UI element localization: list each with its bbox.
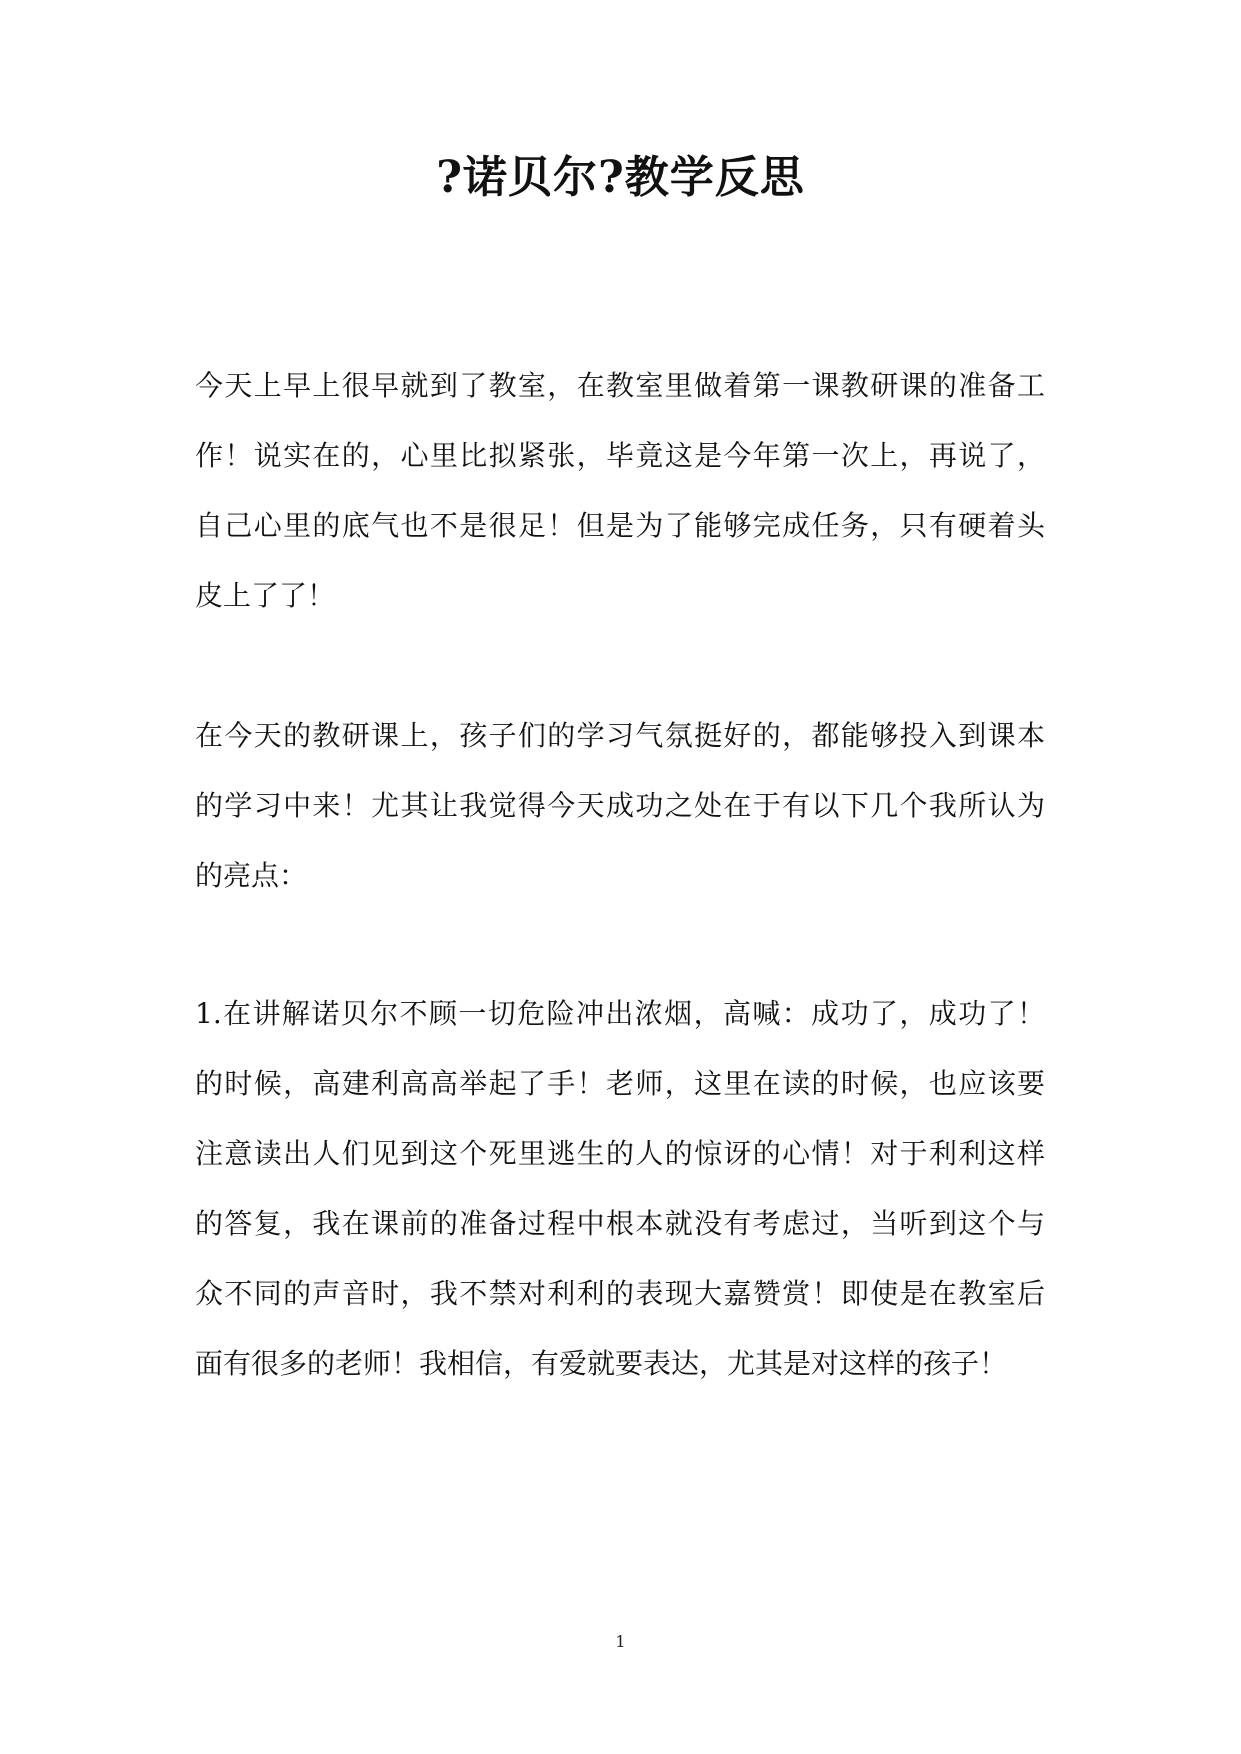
paragraph-line: 面有很多的老师！我相信，有爱就要表达，尤其是对这样的孩子！ (195, 1347, 1008, 1380)
paragraph-line: 的学习中来！尤其让我觉得今天成功之处在于有以下几个我所认为 (195, 789, 1045, 822)
paragraph-line: 的亮点： (195, 859, 308, 892)
paragraph-line: 在今天的教研课上，孩子们的学习气氛挺好的，都能够投入到课本 (195, 719, 1045, 752)
paragraph-line: 作！说实在的，心里比拟紧张，毕竟这是今年第一次上，再说了， (195, 439, 1045, 472)
page-number: 1 (615, 1632, 626, 1651)
paragraph-line: 的答复，我在课前的准备过程中根本就没有考虑过，当听到这个与 (195, 1207, 1045, 1240)
page-title: ?诺贝尔?教学反思 (436, 152, 805, 203)
paragraph-line: 今天上早上很早就到了教室，在教室里做着第一课教研课的准备工 (195, 369, 1045, 402)
paragraph-line: 众不同的声音时，我不禁对利利的表现大嘉赞赏！即使是在教室后 (195, 1277, 1045, 1310)
paragraph-line: 1.在讲解诺贝尔不顾一切危险冲出浓烟，高喊：成功了，成功了！ (195, 997, 1045, 1030)
paragraph-line: 自己心里的底气也不是很足！但是为了能够完成任务，只有硬着头 (195, 509, 1045, 542)
paragraph-line: 的时候，高建利高高举起了手！老师，这里在读的时候，也应该要 (195, 1067, 1045, 1100)
paragraph-line: 皮上了了！ (195, 579, 336, 612)
paragraph-line: 注意读出人们见到这个死里逃生的人的惊讶的心情！对于利利这样 (195, 1137, 1045, 1170)
